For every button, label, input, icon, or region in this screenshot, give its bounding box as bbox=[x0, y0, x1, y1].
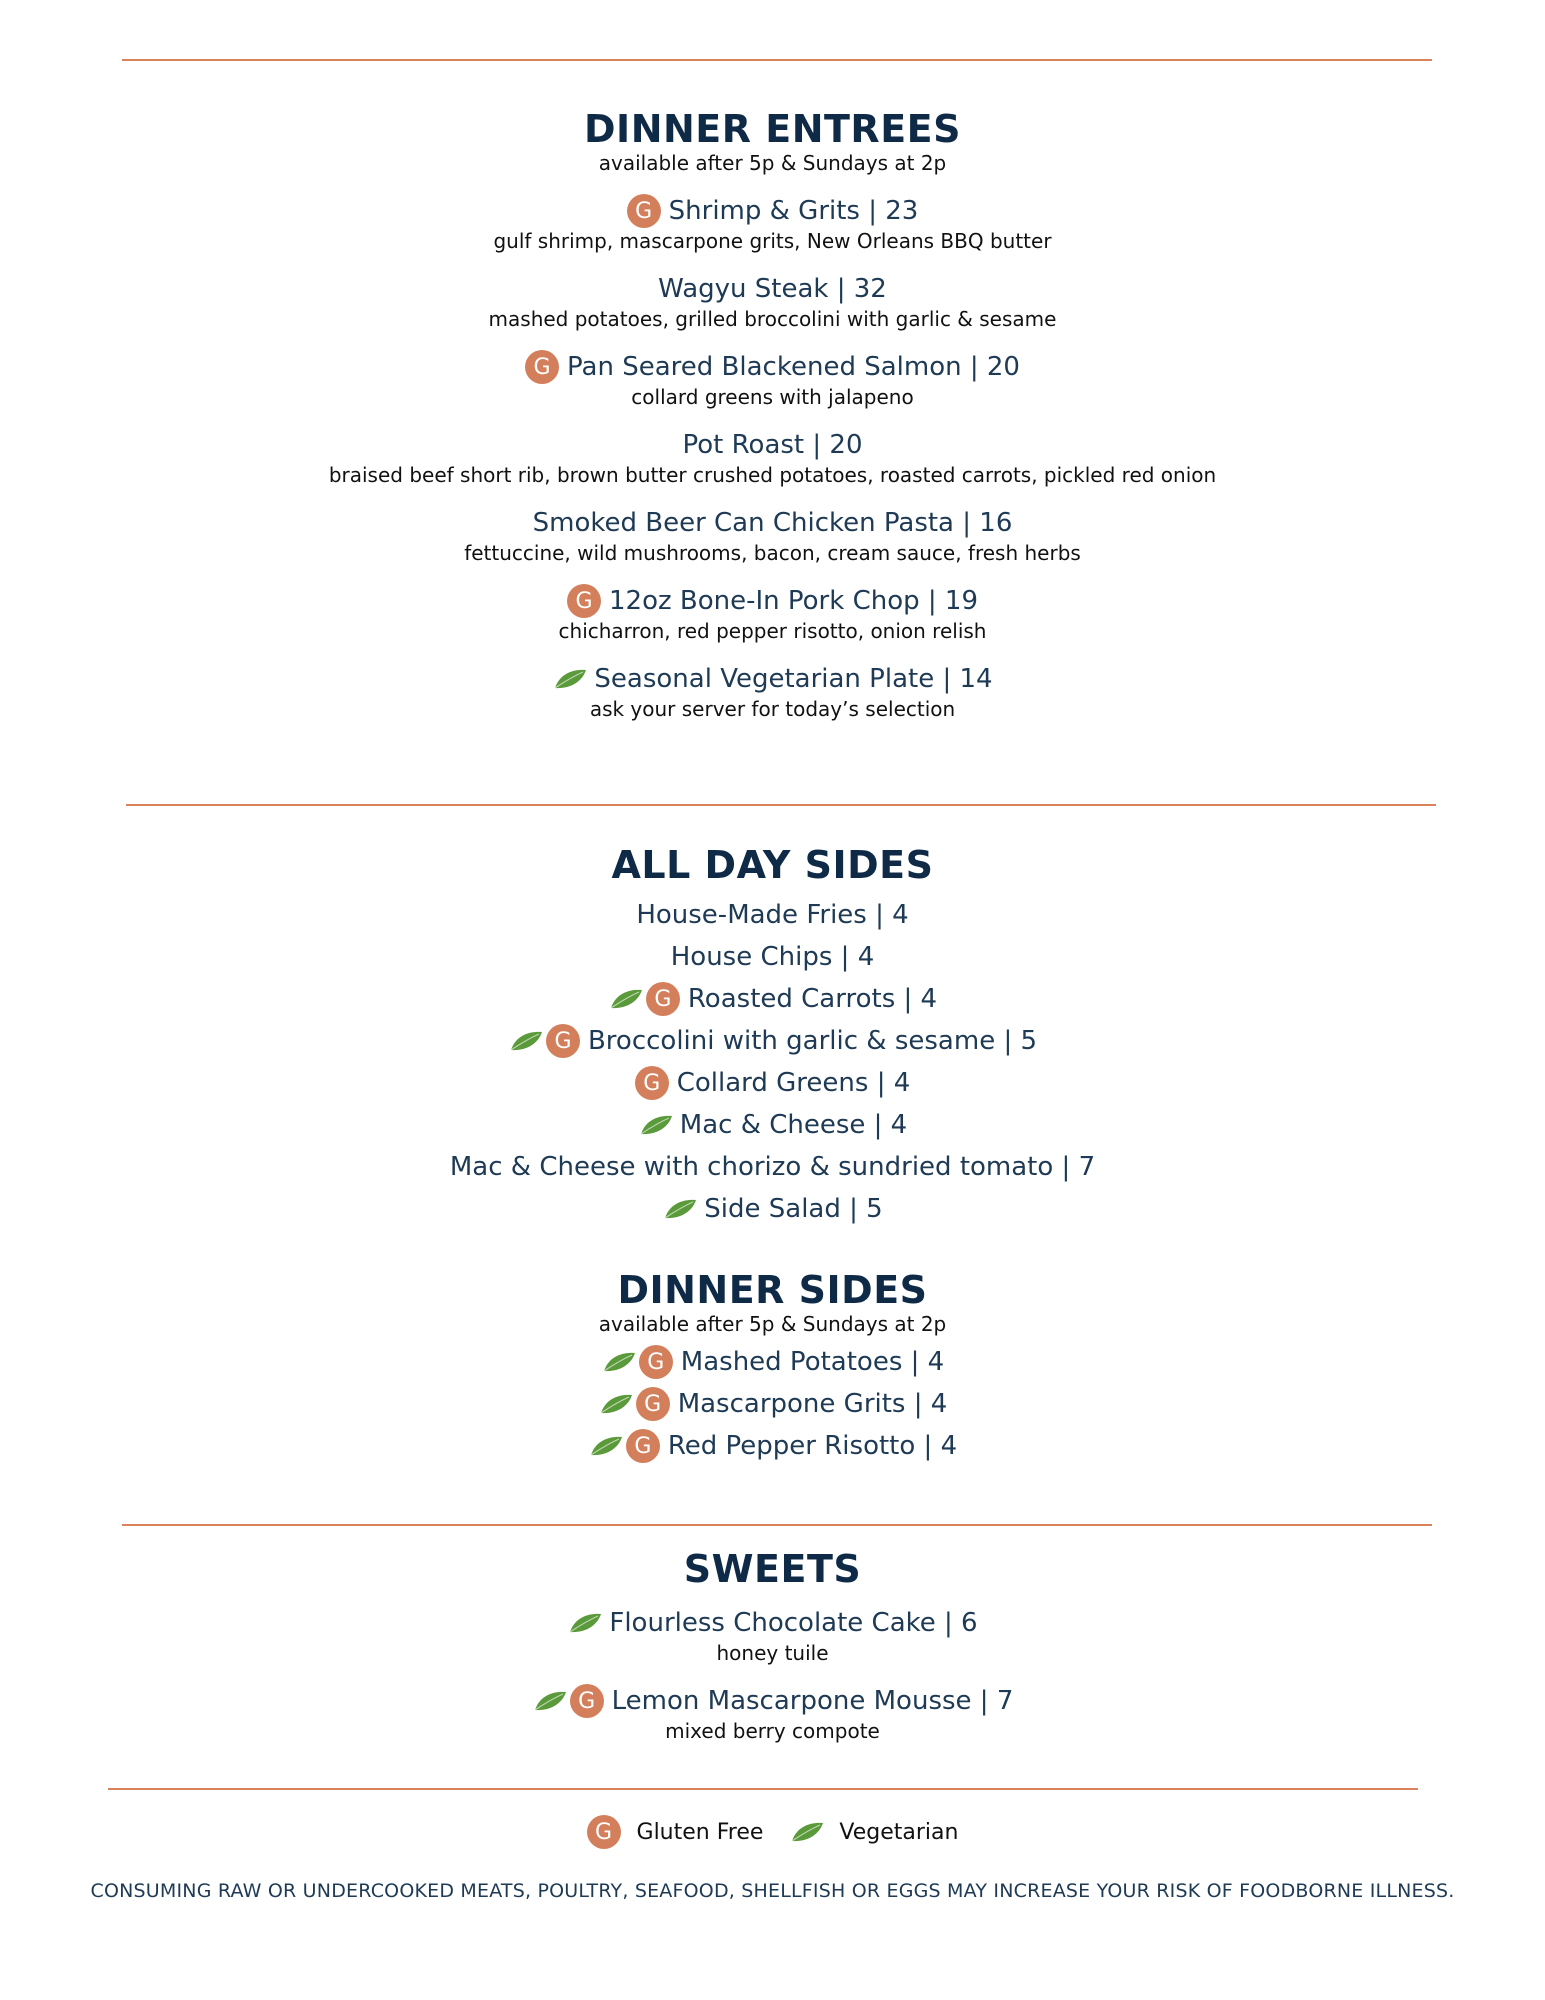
gluten-free-icon: G bbox=[570, 1684, 604, 1718]
gluten-free-icon: G bbox=[567, 584, 601, 618]
menu-item bbox=[0, 428, 1545, 488]
sweets-list bbox=[0, 1606, 1545, 1744]
menu-item bbox=[0, 1429, 1545, 1463]
menu-item bbox=[0, 1387, 1545, 1421]
gluten-free-icon: G bbox=[627, 194, 661, 228]
menu-item-name: Flourless Chocolate Cake | 6 bbox=[609, 1608, 978, 1638]
vegetarian-leaf-icon bbox=[552, 667, 588, 691]
menu-item-description: honey tuile bbox=[716, 1641, 829, 1665]
menu-item bbox=[0, 1108, 1545, 1142]
dinner-sides-section bbox=[0, 1267, 1545, 1471]
vegetarian-leaf-icon bbox=[789, 1820, 825, 1844]
dinner-entrees-subtitle: available after 5p & Sundays at 2p bbox=[598, 151, 947, 175]
menu-item bbox=[0, 982, 1545, 1016]
all-day-sides-section bbox=[0, 842, 1545, 1234]
gluten-free-icon: G bbox=[546, 1024, 580, 1058]
menu-item-name: Wagyu Steak | 32 bbox=[658, 274, 887, 304]
vegetarian-leaf-icon bbox=[598, 1392, 634, 1416]
menu-item-description: mashed potatoes, grilled broccolini with garlic & sesame bbox=[488, 307, 1057, 331]
vegetarian-leaf-icon bbox=[588, 1434, 624, 1458]
dinner-sides-heading: DINNER SIDES bbox=[617, 1268, 928, 1312]
menu-item-name: Roasted Carrots | 4 bbox=[687, 984, 938, 1014]
menu-item bbox=[0, 1066, 1545, 1100]
menu-item-name: 12oz Bone-In Pork Chop | 19 bbox=[608, 586, 978, 616]
dinner-entrees-heading: DINNER ENTREES bbox=[584, 107, 961, 151]
all-day-sides-heading: ALL DAY SIDES bbox=[611, 843, 934, 887]
divider-after-sides bbox=[122, 1524, 1432, 1526]
menu-item bbox=[0, 1024, 1545, 1058]
menu-item-name: House Chips | 4 bbox=[670, 942, 875, 972]
menu-item-name: Red Pepper Risotto | 4 bbox=[667, 1431, 958, 1461]
dinner-entrees-section bbox=[0, 106, 1545, 740]
menu-item-name: Lemon Mascarpone Mousse | 7 bbox=[611, 1686, 1014, 1716]
dinner-entrees-list bbox=[0, 194, 1545, 722]
divider-after-entrees bbox=[126, 804, 1436, 806]
legend-vegetarian-label: Vegetarian bbox=[839, 1819, 959, 1845]
vegetarian-leaf-icon bbox=[601, 1350, 637, 1374]
vegetarian-leaf-icon bbox=[662, 1197, 698, 1221]
menu-item bbox=[0, 1150, 1545, 1184]
menu-item bbox=[0, 272, 1545, 332]
vegetarian-leaf-icon bbox=[638, 1113, 674, 1137]
menu-item-description: fettuccine, wild mushrooms, bacon, cream sauce, fresh herbs bbox=[464, 541, 1081, 565]
menu-item bbox=[0, 1345, 1545, 1379]
menu-item bbox=[0, 506, 1545, 566]
menu-item-name: Side Salad | 5 bbox=[704, 1194, 883, 1224]
dinner-sides-list bbox=[0, 1345, 1545, 1463]
menu-item-name: Pot Roast | 20 bbox=[682, 430, 863, 460]
legend-gluten-free-label: Gluten Free bbox=[636, 1819, 764, 1845]
menu-item bbox=[0, 194, 1545, 254]
gluten-free-icon: G bbox=[639, 1345, 673, 1379]
divider-before-legend bbox=[108, 1788, 1418, 1790]
menu-item-name: Collard Greens | 4 bbox=[676, 1068, 911, 1098]
vegetarian-leaf-icon bbox=[567, 1611, 603, 1635]
menu-item bbox=[0, 1684, 1545, 1744]
menu-item-name: Mac & Cheese | 4 bbox=[679, 1110, 908, 1140]
vegetarian-leaf-icon bbox=[508, 1029, 544, 1053]
gluten-free-icon: G bbox=[587, 1815, 621, 1849]
menu-item-name: Mascarpone Grits | 4 bbox=[677, 1389, 948, 1419]
menu-item bbox=[0, 898, 1545, 932]
menu-item-name: Shrimp & Grits | 23 bbox=[668, 196, 919, 226]
menu-item bbox=[0, 350, 1545, 410]
all-day-sides-list bbox=[0, 898, 1545, 1226]
dinner-sides-subtitle: available after 5p & Sundays at 2p bbox=[598, 1312, 947, 1336]
menu-item-description: gulf shrimp, mascarpone grits, New Orleans BBQ butter bbox=[493, 229, 1052, 253]
legend bbox=[0, 1815, 1545, 1849]
menu-item-name: Mac & Cheese with chorizo & sundried tomato | 7 bbox=[449, 1152, 1096, 1182]
menu-item bbox=[0, 662, 1545, 722]
gluten-free-icon: G bbox=[525, 350, 559, 384]
gluten-free-icon: G bbox=[646, 982, 680, 1016]
menu-item-name: Smoked Beer Can Chicken Pasta | 16 bbox=[532, 508, 1013, 538]
foodborne-illness-warning: CONSUMING RAW OR UNDERCOOKED MEATS, POULTRY, SEAFOOD, SHELLFISH OR EGGS MAY INCREASE YOUR RISK OF FOODBORNE ILLNESS. bbox=[90, 1880, 1455, 1902]
menu-item-name: Broccolini with garlic & sesame | 5 bbox=[587, 1026, 1038, 1056]
menu-item-description: ask your server for today’s selection bbox=[589, 697, 956, 721]
gluten-free-icon: G bbox=[635, 1066, 669, 1100]
menu-item-description: collard greens with jalapeno bbox=[631, 385, 914, 409]
menu-item-name: Pan Seared Blackened Salmon | 20 bbox=[567, 352, 1020, 382]
sweets-heading: SWEETS bbox=[683, 1547, 862, 1591]
menu-item-description: braised beef short rib, brown butter crushed potatoes, roasted carrots, pickled red onion bbox=[328, 463, 1217, 487]
menu-item-description: chicharron, red pepper risotto, onion relish bbox=[558, 619, 987, 643]
menu-item-description: mixed berry compote bbox=[665, 1719, 880, 1743]
menu-item-name: Seasonal Vegetarian Plate | 14 bbox=[594, 664, 993, 694]
gluten-free-icon: G bbox=[626, 1429, 660, 1463]
sweets-section bbox=[0, 1546, 1545, 1762]
menu-item bbox=[0, 584, 1545, 644]
vegetarian-leaf-icon bbox=[532, 1689, 568, 1713]
gluten-free-icon: G bbox=[636, 1387, 670, 1421]
divider-top bbox=[122, 59, 1432, 61]
menu-item bbox=[0, 1606, 1545, 1666]
menu-item-name: Mashed Potatoes | 4 bbox=[680, 1347, 945, 1377]
menu-item bbox=[0, 1192, 1545, 1226]
menu-item bbox=[0, 940, 1545, 974]
menu-item-name: House-Made Fries | 4 bbox=[636, 900, 909, 930]
vegetarian-leaf-icon bbox=[608, 987, 644, 1011]
